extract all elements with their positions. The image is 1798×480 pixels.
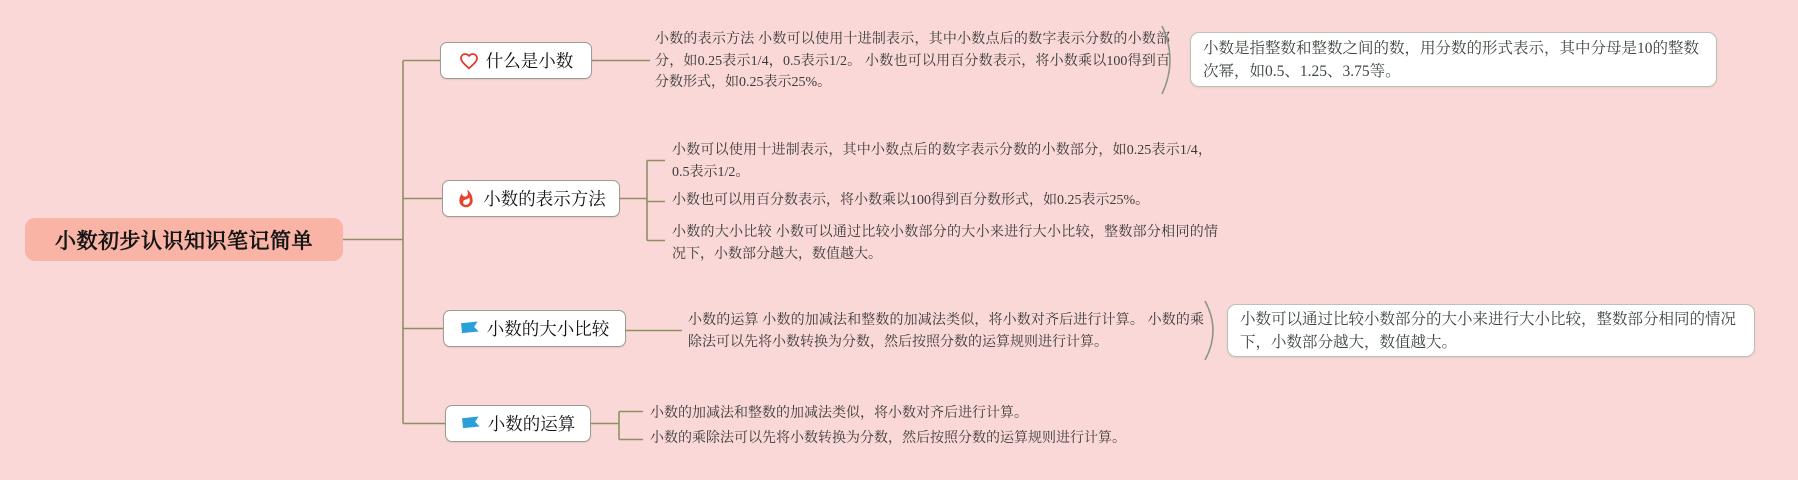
branch-node-what-is-decimal[interactable] (440, 42, 592, 79)
branch-node-label: 小数的运算 (487, 414, 576, 434)
root-node[interactable] (25, 218, 343, 261)
branch-node-representation[interactable] (442, 180, 620, 217)
flag-icon (460, 319, 480, 339)
summary-bracket-icon (1203, 299, 1223, 362)
branch-node-label: 什么是小数 (485, 51, 574, 71)
summary-text: 小数是指整数和整数之间的数，用分数的形式表示，其中分母是10的整数次幂，如0.5、1.25、3.75等。 (1203, 39, 1700, 80)
heart-icon (459, 51, 479, 71)
branch-note[interactable]: 小数的表示方法 小数可以使用十进制表示，其中小数点后的数字表示分数的小数部分，如0.25表示1/4，0.5表示1/2。 小数也可以用百分数表示，将小数乘以100得到百分数形式，如0.25表示25%。 (655, 32, 1170, 90)
sub-item[interactable]: 小数可以使用十进制表示，其中小数点后的数字表示分数的小数部分，如0.25表示1/4，0.5表示1/2。 (672, 143, 1212, 180)
sub-item[interactable]: 小数的乘除法可以先将小数转换为分数，然后按照分数的运算规则进行计算。 (650, 431, 1126, 446)
summary-box[interactable] (1190, 32, 1717, 87)
branch-node-label: 小数的大小比较 (486, 319, 610, 339)
branch-node-operations[interactable] (445, 405, 591, 442)
sub-item[interactable]: 小数的加减法和整数的加减法类似，将小数对齐后进行计算。 (650, 406, 1028, 421)
branch-node-label: 小数的表示方法 (483, 189, 606, 209)
summary-text: 小数可以通过比较小数部分的大小来进行大小比较，整数部分相同的情况下，小数部分越大，数值越大。 (1240, 310, 1737, 351)
sub-item[interactable]: 小数也可以用百分数表示，将小数乘以100得到百分数形式，如0.25表示25%。 (672, 193, 1150, 208)
sub-item[interactable]: 小数的大小比较 小数可以通过比较小数部分的大小来进行大小比较，整数部分相同的情况下，小数部分越大，数值越大。 (672, 225, 1218, 262)
flag-icon (461, 414, 481, 434)
flame-icon (456, 189, 476, 209)
summary-box[interactable] (1227, 304, 1755, 357)
branch-node-comparison[interactable] (443, 310, 626, 347)
root-node-label: 小数初步认识知识笔记简单 (55, 229, 313, 253)
branch-note[interactable]: 小数的运算 小数的加减法和整数的加减法类似，将小数对齐后进行计算。 小数的乘除法可以先将小数转换为分数，然后按照分数的运算规则进行计算。 (688, 313, 1204, 350)
